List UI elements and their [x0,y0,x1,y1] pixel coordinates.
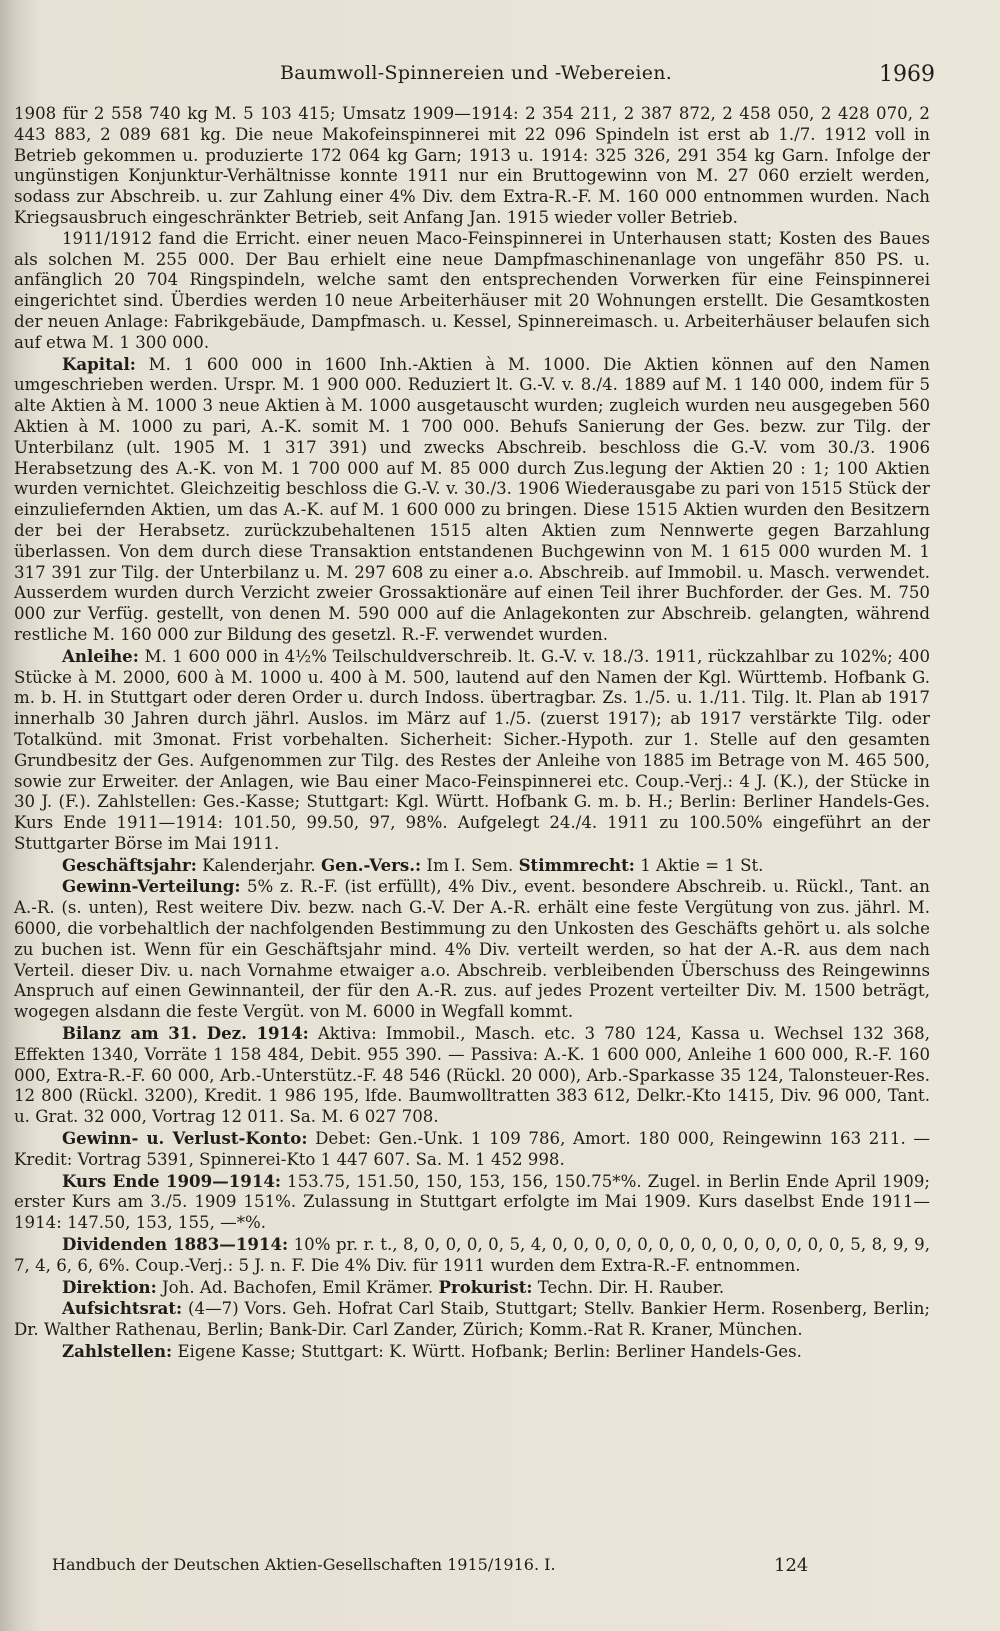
section-gewinnkonto [14,1128,930,1171]
direktion-text: Joh. Ad. Bachofen, Emil Krämer. [162,1277,434,1297]
page-number: 1969 [879,62,935,87]
gewinnkonto-text: Debet: Gen.-Unk. 1 109 786, Amort. 180 000, Reingewinn 163 211. — Kredit: Vortrag 5391, Spinnerei-Kto 1 447 607. Sa. M. 1 452 998. [14,1129,930,1169]
running-title: Baumwoll-Spinnereien und -Webereien. [280,62,673,84]
paragraph-production: 1908 für 2 558 740 kg M. 5 103 415; Umsatz 1909—1914: 2 354 211, 2 387 872, 2 458 050, 2 428 070, 2 443 883, 2 089 681 kg. Die neue Makofeinspinnerei mit 22 096 Spindeln ist erst ab 1./7. 1912 voll in Betrieb gekommen u. produzierte 172 064 kg Garn; 1913 u. 1914: 325 326, 291 354 kg Garn. Infolge der ungünstigen Konjunktur-Verhältnisse konnte 1911 nur ein Bruttogewinn von M. 27 060 erzielt werden, sodass zur Abschreib. u. zur Zahlung einer 4% Div. dem Extra-R.-F. M. 160 000 entnommen wurden. Nach Kriegsausbruch eingeschränkter Betrieb, seit Anfang Jan. 1915 wieder voller Betrieb. [14,104,930,227]
gewinnverteilung-label: Gewinn-Verteilung: [62,876,241,897]
genvers-label: Gen.-Vers.: [320,854,422,875]
section-zahlstellen [14,1341,930,1363]
dividenden-text: 10% pr. r. t., 8, 0, 0, 0, 0, 5, 4, 0, 0, 0, 0, 0, 0, 0, 0, 0, 0, 0, 0, 0, 0, 5, 8, 9, 9, 7, 4, 6, 6, 6%. Coup.-Verj.: 5 J. n. F. Die 4% Div. für 1911 wurden dem Extra-R.-F. entnommen. [14,1235,931,1275]
prokurist-label: Prokurist: [438,1276,533,1297]
kapital-text: M. 1 600 000 in 1600 Inh.-Aktien à M. 1000. Die Aktien können auf den Namen umgeschrieben werden. Urspr. M. 1 900 000. Reduziert lt. G.-V. v. 8./4. 1889 auf M. 1 140 000, indem für 5 alte Aktien à M. 1000 3 neue Aktien à M. 1000 ausgetauscht wurden; zugleich wurden neu ausgegeben 560 Aktien à M. 1000 zu pari, A.-K. somit M. 1 700 000. Behufs Sanierung der Ges. bezw. zur Tilg. der Unterbilanz (ult. 1905 M. 1 317 391) und zwecks Abschreib. beschloss die G.-V. vom 30./3. 1906 Herabsetzung des A.-K. von M. 1 700 000 auf M. 85 000 durch Zus.legung der Aktien 20 : 1; 100 Aktien wurden vernichtet. Gleichzeitig beschloss die G.-V. v. 30./3. 1906 Wiederausgabe zu pari von 1515 Stück der einzuliefernden Aktien, um das A.-K. auf M. 1 600 000 zu bringen. Diese 1515 Aktien wurden den Besitzern der bei der Herabsetz. zurückzubehaltenen 1515 alten Aktien zum Nennwerte gegen Barzahlung überlassen. Von dem durch diese Transaktion entstandenen Buchgewinn von M. 1 615 000 wurden M. 1 317 391 zur Tilg. der Unterbilanz u. M. 297 608 zu einer a.o. Abschreib. auf Immobil. u. Masch. verwendet. Ausserdem wurden durch Verzicht zweier Grossaktionäre auf einen Teil ihrer Buchforder. der Ges. M. 750 000 zur Verfüg. gestellt, von denen M. 590 000 auf die Anlagekonten zur Abschreib. gelangten, während restliche M. 160 000 zur Bildung des gesetzl. R.-F. verwendet wurden. [14,354,930,644]
kapital-label: Kapital: [62,353,136,374]
gewinnkonto-label: Gewinn- u. Verlust-Konto: [62,1128,308,1149]
stimmrecht-text: 1 Aktie = 1 St. [640,855,764,875]
anleihe-label: Anleihe: [62,645,139,666]
article-body [14,104,930,1363]
paragraph-construction: 1911/1912 fand die Erricht. einer neuen Maco-Feinspinnerei in Unterhausen statt; Kosten des Baues als solchen M. 255 000. Der Bau erhielt eine neue Dampfmaschinenanlage von ungefähr 850 PS. u. anfänglich 20 704 Ringspindeln, welche samt den entsprechenden Vorwerken für eine Feinspinnerei eingerichtet sind. Überdies werden 10 neue Arbeiterhäuser mit 20 Wohnungen erstellt. Die Gesamtkosten der neuen Anlage: Fabrikgebäude, Dampfmasch. u. Kessel, Spinnereimasch. u. Arbeiterhäuser belaufen sich auf etwa M. 1 300 000. [14,228,930,352]
kurs-text: 153.75, 151.50, 150, 153, 156, 150.75*%. Zugel. in Berlin Ende April 1909; erster Kurs am 3./5. 1909 151%. Zulassung in Stuttgart erfolgte im Mai 1909. Kurs daselbst Ende 1911—1914: 147.50, 153, 155, —*%. [14,1171,930,1233]
geschaeftsjahr-text: Kalenderjahr. [202,855,316,875]
section-bilanz [14,1023,930,1128]
direktion-label: Direktion: [62,1276,157,1297]
section-dividenden [14,1234,930,1277]
section-direktion [14,1277,930,1299]
geschaeftsjahr-label: Geschäftsjahr: [62,854,197,875]
page-header [20,62,935,92]
genvers-text: Im I. Sem. [426,855,514,875]
stimmrecht-label: Stimmrecht: [518,854,635,875]
section-kapital [14,354,930,646]
section-anleihe [14,646,930,855]
zahlstellen-text: Eigene Kasse; Stuttgart: K. Württ. Hofbank; Berlin: Berliner Handels-Ges. [177,1342,802,1362]
bilanz-text: Aktiva: Immobil., Masch. etc. 3 780 124, Kassa u. Wechsel 132 368, Effekten 1340, Vorräte 1 158 484, Debit. 955 390. — Passiva: A.-K. 1 600 000, Anleihe 1 600 000, R.-F. 160 000, Extra-R.-F. 60 000, Arb.-Unterstütz.-F. 48 546 (Rückl. 20 000), Arb.-Sparkasse 35 124, Talonsteuer-Res. 12 800 (Rückl. 3200), Kredit. 1 986 195, lfde. Baumwolltratten 383 612, Delkr.-Kto 1415, Div. 96 000, Tant. u. Grat. 32 000, Vortrag 12 011. Sa. M. 6 027 708. [14,1024,930,1127]
aufsichtsrat-text: (4—7) Vors. Geh. Hofrat Carl Staib, Stuttgart; Stellv. Bankier Herm. Rosenberg, Berlin; Dr. Walther Rathenau, Berlin; Bank-Dir. Carl Zander, Zürich; Komm.-Rat R. Kraner, München. [14,1299,930,1340]
prokurist-text: Techn. Dir. H. Rauber. [537,1277,725,1297]
section-aufsichtsrat [14,1298,930,1341]
section-geschaeftsjahr [14,855,930,877]
kurs-label: Kurs Ende 1909—1914: [62,1170,282,1191]
zahlstellen-label: Zahlstellen: [62,1341,173,1362]
gewinnverteilung-text: 5% z. R.-F. (ist erfüllt), 4% Div., event. besondere Abschreib. u. Rückl., Tant. an A.-R. (s. unten), Rest weitere Div. bezw. nach G.-V. Der A.-R. erhält eine feste Vergütung von zus. jährl. M. 6000, die vorbehaltlich der nachfolgenden Bestimmung zu den Unkosten des Geschäfts gehört u. als solche zu buchen ist. Wenn für ein Geschäftsjahr mind. 4% Div. verteilt werden, so hat der A.-R. aus dem nach Verteil. dieser Div. u. nach Vornahme etwaiger a.o. Abschreib. verbleibenden Überschuss des Reingewinns Anspruch auf einen Gewinnanteil, der für den A.-R. zus. auf jedes Prozent verteilter Div. M. 1500 beträgt, wogegen alsdann die feste Vergüt. von M. 6000 in Wegfall kommt. [14,877,930,1022]
section-gewinnverteilung [14,876,930,1023]
section-kurs [14,1171,930,1234]
footer-sheet-number: 124 [774,1555,809,1576]
bilanz-label: Bilanz am 31. Dez. 1914: [62,1023,309,1044]
dividenden-label: Dividenden 1883—1914: [62,1234,289,1255]
page-footer [52,1555,932,1579]
aufsichtsrat-label: Aufsichtsrat: [62,1298,183,1319]
anleihe-text: M. 1 600 000 in 4½% Teilschuldverschreib. lt. G.-V. v. 18./3. 1911, rückzahlbar zu 102%; 400 Stücke à M. 2000, 600 à M. 1000 u. 400 à M. 500, lautend auf den Namen der Kgl. Württemb. Hofbank G. m. b. H. in Stuttgart oder deren Order u. durch Indoss. übertragbar. Zs. 1./5. u. 1./11. Tilg. lt. Plan ab 1917 innerhalb 30 Jahren durch jährl. Auslos. im März auf 1./5. (zuerst 1917); ab 1917 verstärkte Tilg. oder Totalkünd. mit 3monat. Frist vorbehalten. Sicherheit: Sicher.-Hypoth. zur 1. Stelle auf den gesamten Grundbesitz der Ges. Aufgenommen zur Tilg. des Restes der Anleihe von 1885 im Betrage von M. 465 500, sowie zur Erweiter. der Anlagen, wie Bau einer Maco-Feinspinnerei etc. Coup.-Verj.: 4 J. (K.), der Stücke in 30 J. (F.). Zahlstellen: Ges.-Kasse; Stuttgart: Kgl. Württ. Hofbank G. m. b. H.; Berlin: Berliner Handels-Ges. Kurs Ende 1911—1914: 101.50, 99.50, 97, 98%. Aufgelegt 24./4. 1911 zu 100.50% eingeführt an der Stuttgarter Börse im Mai 1911. [14,646,931,853]
footer-source: Handbuch der Deutschen Aktien-Gesellschaften 1915/1916. I. [52,1555,556,1574]
